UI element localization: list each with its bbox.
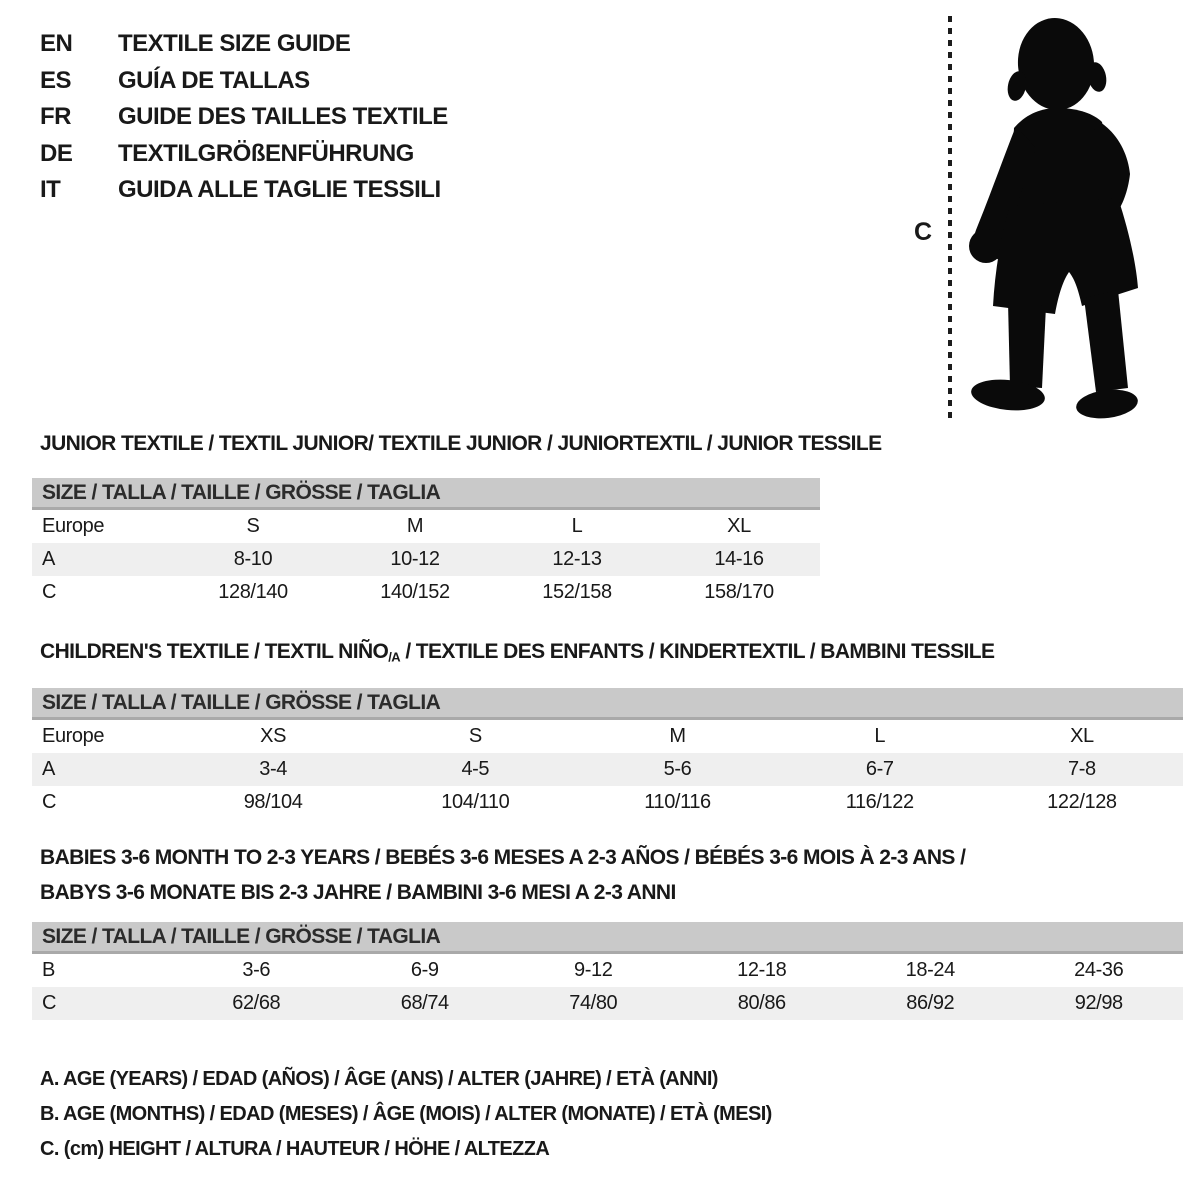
height-cell: 86/92 bbox=[906, 992, 955, 1014]
babies-section-title-line1: BABIES 3-6 MONTH TO 2-3 YEARS / BEBÉS 3-6 MESES A 2-3 AÑOS / BÉBÉS 3-6 MOIS À 2-3 ANS / bbox=[40, 846, 966, 869]
age-cell: 4-5 bbox=[461, 758, 490, 780]
size-cell: XS bbox=[260, 725, 287, 747]
language-row bbox=[40, 172, 448, 209]
language-code: DE bbox=[40, 139, 73, 167]
size-header-band: SIZE / TALLA / TAILLE / GRÖSSE / TAGLIA bbox=[32, 688, 1183, 720]
table-row-height bbox=[32, 786, 1183, 819]
children-title-pre: CHILDREN'S TEXTILE / TEXTIL NIÑO bbox=[40, 640, 389, 663]
size-cell: M bbox=[406, 515, 424, 537]
row-label: B bbox=[42, 959, 55, 981]
height-cell: 74/80 bbox=[569, 992, 618, 1014]
size-cell: M bbox=[669, 725, 686, 747]
junior-table bbox=[32, 478, 820, 609]
language-code: EN bbox=[40, 30, 73, 58]
toddler-silhouette-image bbox=[966, 16, 1140, 420]
language-row bbox=[40, 26, 448, 63]
legend-line-age-years: A. AGE (YEARS) / EDAD (AÑOS) / ÂGE (ANS) / ALTER (JAHRE) / ETÀ (ANNI) bbox=[40, 1068, 718, 1090]
babies-table bbox=[32, 922, 1183, 1020]
months-cell: 3-6 bbox=[242, 959, 271, 981]
children-section-title bbox=[40, 640, 994, 665]
size-cell: XL bbox=[1070, 725, 1094, 747]
age-cell: 3-4 bbox=[259, 758, 287, 780]
height-cell: 152/158 bbox=[542, 581, 612, 603]
months-cell: 9-12 bbox=[574, 959, 613, 981]
height-cell: 104/110 bbox=[441, 791, 510, 813]
height-cell: 122/128 bbox=[1047, 791, 1117, 813]
height-cell: 98/104 bbox=[243, 791, 303, 813]
row-label: A bbox=[42, 758, 55, 780]
height-cell: 116/122 bbox=[845, 791, 914, 813]
height-cell: 140/152 bbox=[380, 581, 450, 603]
row-label: C bbox=[42, 992, 57, 1014]
height-measure-dashed-line bbox=[948, 16, 952, 420]
size-cell: L bbox=[874, 725, 886, 747]
height-cell: 80/86 bbox=[737, 992, 786, 1014]
children-title-subscript: /A bbox=[388, 649, 401, 665]
legend-line-age-months: B. AGE (MONTHS) / EDAD (MESES) / ÂGE (MOIS) / ALTER (MONATE) / ETÀ (MESI) bbox=[40, 1103, 772, 1125]
height-measure-label: C bbox=[914, 218, 933, 246]
table-row-europe bbox=[32, 720, 1183, 753]
months-cell: 18-24 bbox=[905, 959, 955, 981]
babies-section-title-line2: BABYS 3-6 MONATE BIS 2-3 JAHRE / BAMBINI 3-6 MESI A 2-3 ANNI bbox=[40, 881, 676, 904]
table-row-months bbox=[32, 954, 1183, 987]
table-row-age bbox=[32, 753, 1183, 786]
age-cell: 14-16 bbox=[714, 548, 764, 570]
language-label: GUIDA ALLE TAGLIE TESSILI bbox=[118, 176, 441, 204]
language-header bbox=[40, 26, 448, 209]
size-cell: XL bbox=[727, 515, 751, 537]
height-cell: 92/98 bbox=[1074, 992, 1123, 1014]
age-cell: 6-7 bbox=[865, 758, 894, 780]
row-label: A bbox=[42, 548, 55, 570]
age-cell: 5-6 bbox=[663, 758, 692, 780]
table-row-age bbox=[32, 543, 820, 576]
table-row-height bbox=[32, 987, 1183, 1020]
months-cell: 12-18 bbox=[737, 959, 787, 981]
height-cell: 110/116 bbox=[644, 791, 711, 813]
children-table bbox=[32, 688, 1183, 819]
row-label: Europe bbox=[42, 515, 105, 537]
height-cell: 62/68 bbox=[232, 992, 281, 1014]
months-cell: 6-9 bbox=[410, 959, 439, 981]
row-label: C bbox=[42, 581, 57, 603]
height-cell: 68/74 bbox=[400, 992, 449, 1014]
age-cell: 12-13 bbox=[552, 548, 602, 570]
age-cell: 8-10 bbox=[233, 548, 273, 570]
language-label: TEXTILGRÖßENFÜHRUNG bbox=[118, 139, 414, 167]
size-cell: S bbox=[246, 515, 260, 537]
language-label: GUIDE DES TAILLES TEXTILE bbox=[118, 103, 448, 131]
language-code: FR bbox=[40, 103, 71, 131]
size-cell: S bbox=[468, 725, 482, 747]
language-row bbox=[40, 136, 448, 173]
legend-line-height: C. (cm) HEIGHT / ALTURA / HAUTEUR / HÖHE / ALTEZZA bbox=[40, 1138, 550, 1160]
age-cell: 7-8 bbox=[1068, 758, 1096, 780]
months-cell: 24-36 bbox=[1074, 959, 1124, 981]
language-code: IT bbox=[40, 176, 61, 204]
language-row bbox=[40, 63, 448, 100]
language-row bbox=[40, 99, 448, 136]
size-header-band: SIZE / TALLA / TAILLE / GRÖSSE / TAGLIA bbox=[32, 478, 820, 510]
size-cell: L bbox=[571, 515, 583, 537]
age-cell: 10-12 bbox=[390, 548, 440, 570]
language-label: GUÍA DE TALLAS bbox=[118, 66, 310, 94]
height-cell: 128/140 bbox=[218, 581, 288, 603]
size-header-band: SIZE / TALLA / TAILLE / GRÖSSE / TAGLIA bbox=[32, 922, 1183, 954]
row-label: C bbox=[42, 791, 57, 813]
table-row-europe bbox=[32, 510, 820, 543]
height-cell: 158/170 bbox=[704, 581, 774, 603]
language-label: TEXTILE SIZE GUIDE bbox=[118, 30, 351, 58]
junior-section-title: JUNIOR TEXTILE / TEXTIL JUNIOR/ TEXTILE JUNIOR / JUNIORTEXTIL / JUNIOR TESSILE bbox=[40, 432, 882, 455]
language-code: ES bbox=[40, 66, 72, 94]
row-label: Europe bbox=[42, 725, 105, 747]
measure-legend bbox=[40, 1062, 772, 1167]
children-title-post: / TEXTILE DES ENFANTS / KINDERTEXTIL / BAMBINI TESSILE bbox=[400, 640, 995, 663]
table-row-height bbox=[32, 576, 820, 609]
